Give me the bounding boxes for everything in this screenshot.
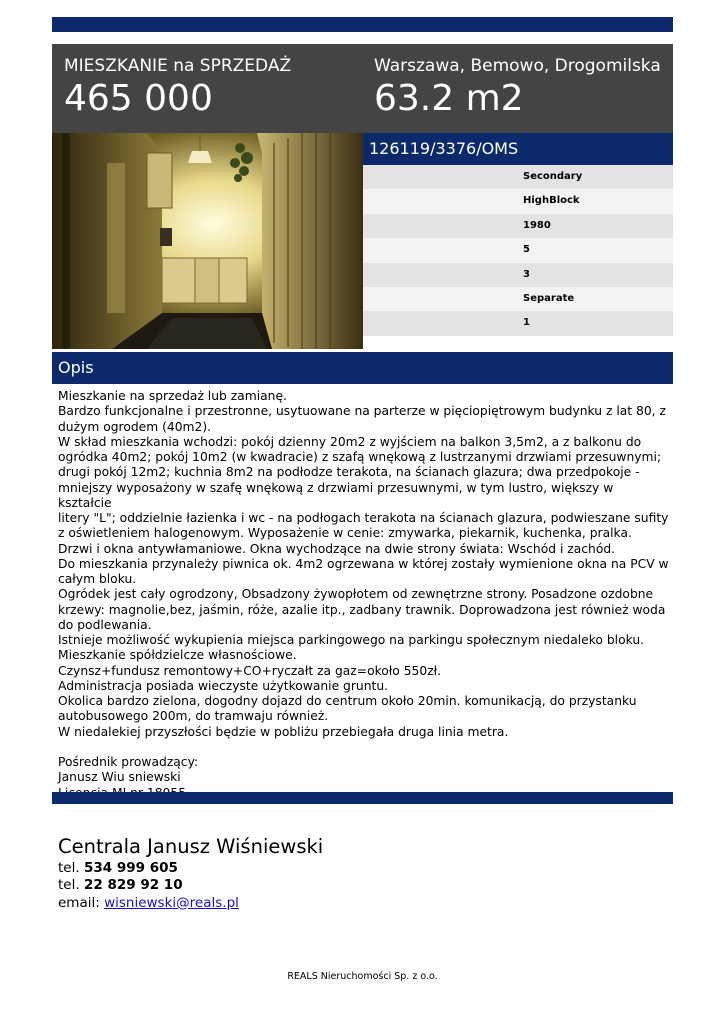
property-rooms: 3 [363, 263, 673, 287]
email-line [58, 895, 323, 912]
property-details-list [363, 165, 673, 336]
property-market: Secondary [363, 165, 673, 189]
property-kitchen: Separate [363, 287, 673, 311]
top-accent-bar [52, 17, 673, 32]
phone-line-1 [58, 860, 323, 877]
phone-line-2 [58, 877, 323, 894]
footer-company: REALS Nieruchomości Sp. z o.o. [287, 971, 438, 982]
property-year-built: 1980 [363, 214, 673, 238]
section-title-description: Opis [52, 352, 673, 384]
description-text: Mieszkanie na sprzedaż lub zamianę. Bardzo funkcjonalne i przestronne, usytuowane na parterze w pięciopiętrowym budynku z lat 80, z dużym ogrodem (40m2). W skład mieszkania wchodzi: pokój dzienny 20m2 z wyjściem na balkon 3,5m2, a z balkonu do ogródka 40m2; pokój 10m2 (w kwadracie) z szafą wnękową z lustrzanymi drzwiami przesuwnymi; drugi pokój 12m2; kuchnia 8m2 na podłodze terakota, na ścianach glazura; dwa przedpokoje - mniejszy wyposażony w szafę wnękową z drzwiami przesuwnymi, w tym lustro, większy w kształcie litery "L"; oddzielnie łazienka i wc - na podłogach terakota na ścianach glazura, podwieszane sufity z oświetleniem halogenowym. Wyposażenie w cenie: zmywarka, piekarnik, kuchenka, pralka. Drzwi i okna antywłamaniowe. Okna wychodzące na dwie strony świata: Wschód i zachód. Do mieszkania przynależy piwnica ok. 4m2 ogrzewana w której zostały wymienione okna na PCV w całym bloku. Ogródek jest cały ogrodzony, Obsadzony żywopłotem od zewnętrzne strony. Posadzone ozdobne krzewy: magnolie,bez, jaśmin, róże, azalie itp., zadbany trawnik. Doprowadzona jest również woda do podlewania. Istnieje możliwość wykupienia miejsca parkingowego na parkingu społecznym niedaleko bloku. Mieszkanie spółdzielcze własnościowe. Czynsz+fundusz remontowy+CO+ryczałt za gaz=około 550zł. Administracja posiada wieczyste użytkowanie gruntu. Okolica bardzo zielona, dogodny dojazd do centrum około 20min. komunikacją, do przystanku autobusowego 200m, do tramwaju również. W niedalekiej przyszłości będzie w pobliżu przebiegała druga linia metra. Pośrednik prowadzący: Janusz Wiu sniewski [58, 389, 669, 785]
listing-type: MIESZKANIE na SPRZEDAŻ [64, 56, 292, 76]
property-bathrooms: 1 [363, 311, 673, 335]
phone-label: tel. [58, 877, 80, 894]
location: Warszawa, Bemowo, Drogomilska [374, 56, 661, 76]
reference-number: 126119/3376/OMS [363, 133, 673, 165]
phone-number: 534 999 605 [83, 860, 178, 876]
phone-label: tel. [58, 860, 80, 876]
apartment-photo [52, 133, 363, 349]
contact-block [58, 834, 323, 912]
header-right [374, 56, 661, 120]
listing-header [52, 44, 673, 133]
agency-name: Centrala Janusz Wiśniewski [58, 835, 324, 858]
price: 465 000 [64, 78, 213, 119]
email-link[interactable]: wisniewski@reals.pl [104, 894, 239, 911]
header-left [64, 56, 291, 120]
phone-number: 22 829 92 10 [83, 877, 183, 894]
area: 63.2 m2 [374, 78, 524, 119]
property-floors: 5 [363, 238, 673, 262]
bottom-accent-bar [52, 792, 673, 804]
email-label: email: [58, 894, 100, 911]
property-building-type: HighBlock [363, 189, 673, 213]
